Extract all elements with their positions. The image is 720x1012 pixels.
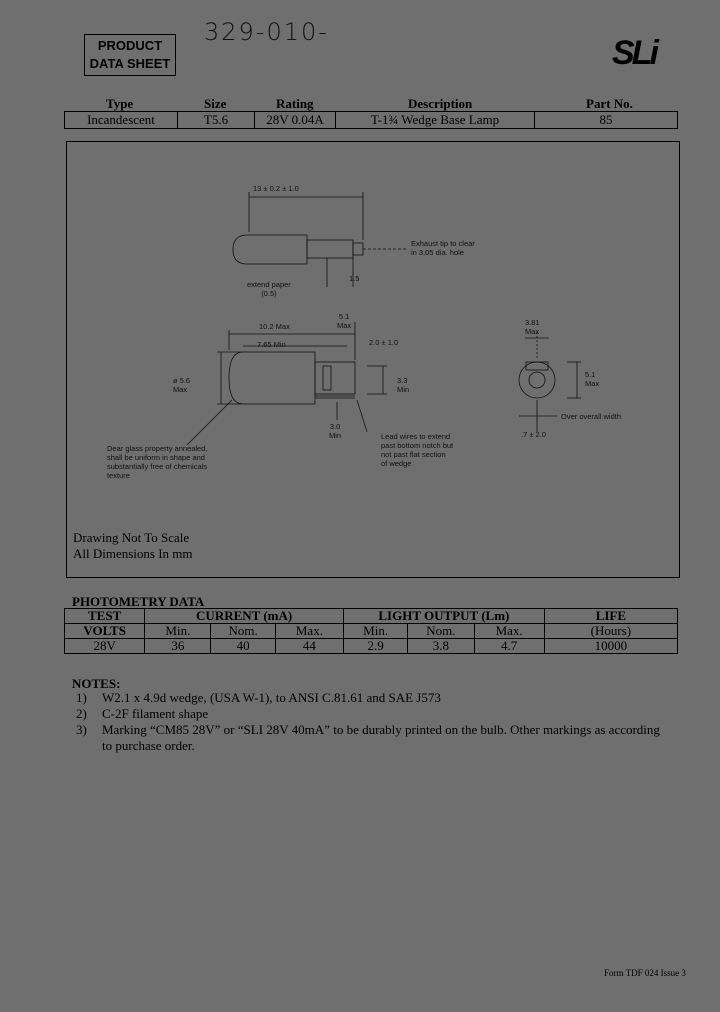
sub-current-nom: Nom. [211,624,275,639]
header-test: TEST [65,609,145,624]
note-item [76,690,666,706]
cell-current-max: 44 [275,639,343,654]
spec-description: T-1¾ Wedge Base Lamp [336,112,535,129]
dims-in-mm-text: All Dimensions In mm [73,546,193,561]
note-item [76,722,666,754]
spec-header-description: Description [408,96,473,111]
label-end-side: 5.1 Max [585,370,600,388]
label-lead-note: Lead wires to extend past bottom notch but not past flat section of wedge [381,432,454,468]
form-footer: Form TDF 024 Issue 3 [604,968,686,978]
sub-light-min: Min. [344,624,408,639]
note-number: 3) [76,722,87,737]
spec-table [64,111,678,129]
label-len-min: 7.65 Min [257,340,286,349]
label-dia-max: ø 5.6 Max [173,376,191,394]
label-top-dim: 13 ± 0.2 ± 1.0 [253,184,299,193]
label-exhaust-tip: Exhaust tip to clear in 3.05 dia. hole [411,239,475,257]
end-view-outer [519,362,555,398]
header-volts: VOLTS [65,624,145,639]
box-line-1: PRODUCT [97,38,163,53]
cell-current-nom: 40 [211,639,275,654]
note-text: Marking “CM85 28V” or “SLI 28V 40mA” to be durably printed on the bulb. Other markings as according to purchase order. [102,722,660,753]
sli-logo: SLi [612,34,656,72]
label-end-dim: .7 ± 2.0 [521,430,546,439]
header-current: CURRENT (mA) [145,609,344,624]
label-wedge-len: 2.0 ± 1.0 [369,338,399,347]
cell-light-nom: 3.8 [408,639,474,654]
note-number: 1) [76,690,87,705]
label-min-3-0: 3.0 Min [329,422,342,440]
cell-volts: 28V [65,639,145,654]
sub-current-min: Min. [145,624,211,639]
spec-header-part-no: Part No. [586,96,633,111]
note-number: 2) [76,706,87,721]
note-text: W2.1 x 4.9d wedge, (USA W-1), to ANSI C.81.61 and SAE J573 [102,690,441,705]
note-item [76,706,666,722]
lamp-drawing-svg [67,142,679,577]
top-lamp-base [307,240,353,258]
not-to-scale-text: Drawing Not To Scale [73,530,190,545]
label-glass-note: Dear glass property annealed, shall be uniform in shape and substantially free of chemicals texture [107,444,208,480]
label-dia-min: 3.3 Min [397,376,410,394]
technical-drawing [66,141,680,578]
header-life: LIFE [544,609,677,624]
cell-light-max: 4.7 [474,639,544,654]
spec-part-no: 85 [535,112,678,129]
photometry-subheader-row [65,624,678,639]
header-hours: (Hours) [544,624,677,639]
spec-type: Incandescent [65,112,178,129]
label-extend-paper: extend paper (0.5) [247,280,291,298]
label-width-max: 5.1 Max [337,312,352,330]
handwritten-part-number: 329-010- [204,18,329,46]
top-lamp-bulb [233,235,307,264]
photometry-header-row [65,609,678,624]
note-text: C-2F filament shape [102,706,209,721]
photometry-table [64,608,678,654]
cell-current-min: 36 [145,639,211,654]
side-lamp-base [315,362,355,394]
sub-current-max: Max. [275,624,343,639]
label-end-top: 3.81 Max [525,318,540,336]
notes-title: NOTES: [72,676,121,691]
end-view-inner [529,372,545,388]
drawing-notes [73,530,193,562]
box-line-2: DATA SHEET [89,56,171,71]
notes-list [76,690,666,754]
top-lamp-tip [353,243,363,255]
label-len-max: 10.2 Max [259,322,290,331]
cell-light-min: 2.9 [344,639,408,654]
sub-light-nom: Nom. [408,624,474,639]
side-lamp-bulb [229,352,315,404]
cell-life: 10000 [544,639,677,654]
spec-size: T5.6 [178,112,255,129]
photometry-data-row [65,639,678,654]
spec-header-type: Type [106,96,134,111]
header-light-output: LIGHT OUTPUT (Lm) [344,609,545,624]
sub-light-max: Max. [474,624,544,639]
product-data-sheet-box [84,34,176,76]
spec-values-row [65,112,678,129]
spec-rating: 28V 0.04A [255,112,336,129]
photometry-title: PHOTOMETRY DATA [72,594,205,609]
label-overall-width: Over overall width [561,412,622,421]
spec-header-size: Size [204,96,227,111]
spec-header-rating: Rating [276,96,314,111]
label-dim-1-5: 1.5 [349,274,360,283]
